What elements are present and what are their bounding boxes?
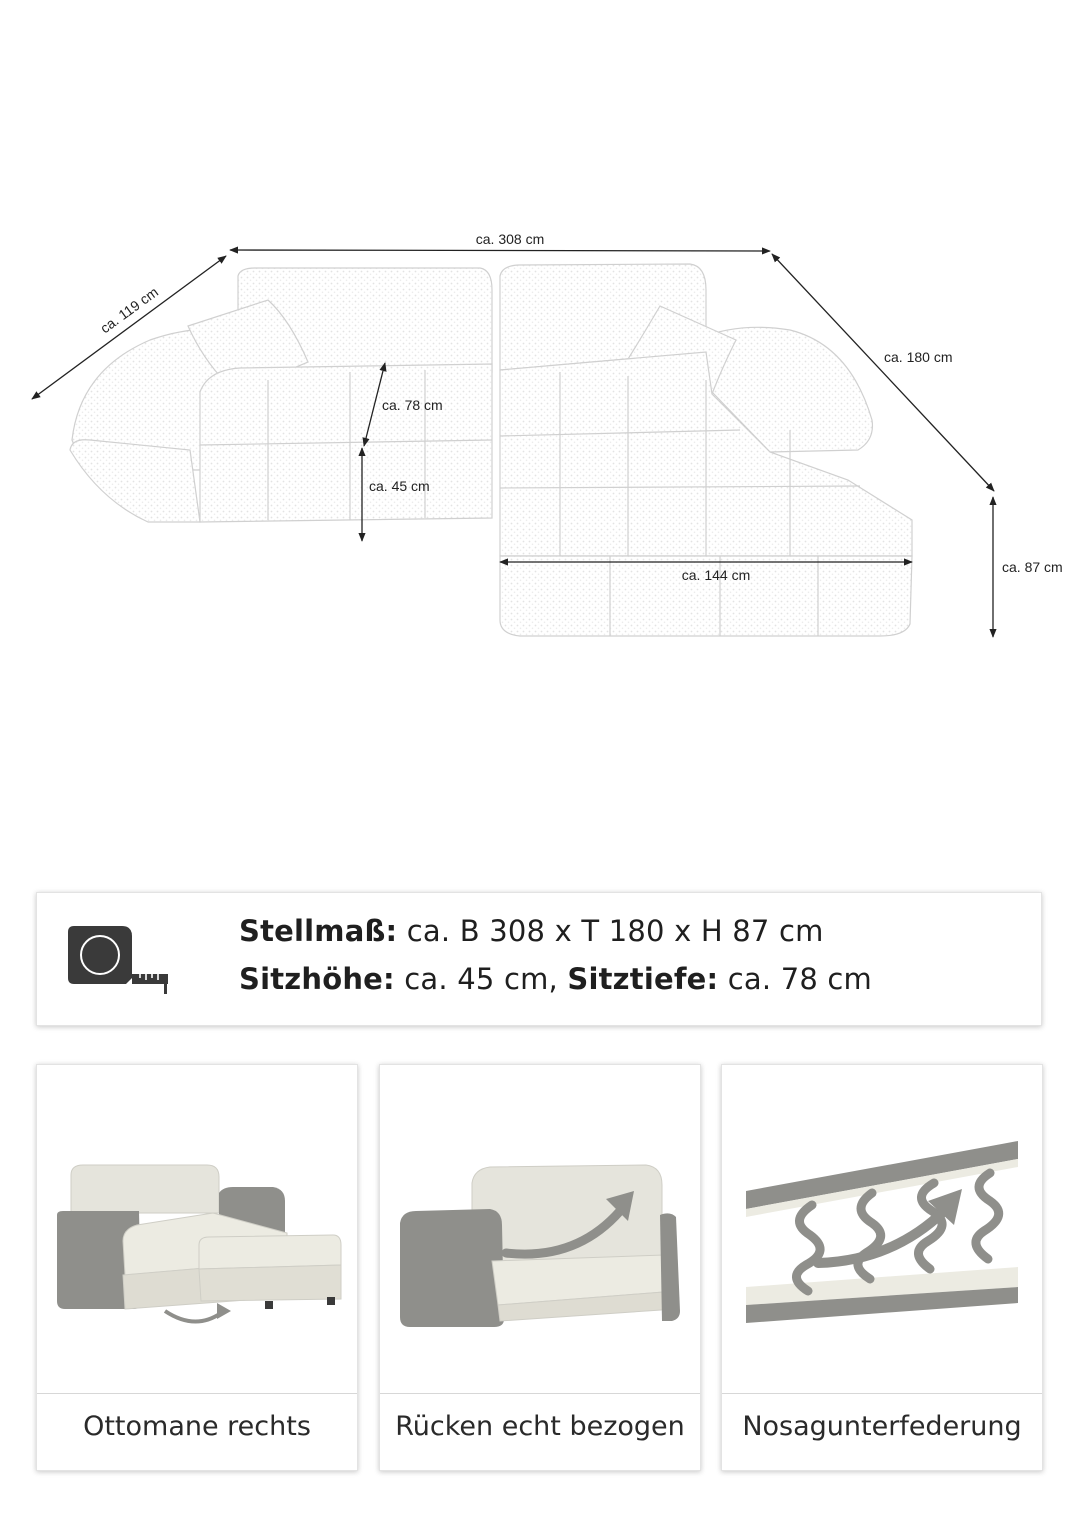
depth-left-label: ca. 119 cm — [97, 283, 162, 337]
feature-caption: Nosagunterfederung — [742, 1411, 1022, 1442]
spec-label-stellmass: Stellmaß: — [239, 914, 398, 948]
feature-divider — [380, 1393, 700, 1394]
spec-value-sitztiefe: ca. 78 cm — [718, 962, 873, 996]
feature-caption: Ottomane rechts — [83, 1411, 311, 1442]
feature-divider — [722, 1393, 1042, 1394]
spec-value-sitzhoehe: ca. 45 cm, — [394, 962, 568, 996]
sofa-drawing — [70, 264, 912, 636]
sofa-back-covered-icon — [380, 1065, 700, 1393]
spec-line-dimensions — [239, 914, 824, 948]
feature-divider — [37, 1393, 357, 1394]
sofa-ottoman-icon — [37, 1065, 357, 1393]
spec-label-sitztiefe: Sitztiefe: — [567, 962, 719, 996]
width-total-label: ca. 308 cm — [475, 231, 545, 247]
spring-suspension-icon — [722, 1065, 1042, 1393]
seat-height-label: ca. 45 cm — [369, 478, 430, 494]
feature-card-springs — [721, 1064, 1043, 1471]
ottoman-width-label: ca. 144 cm — [681, 567, 751, 583]
depth-right-label: ca. 180 cm — [884, 349, 953, 365]
feature-card-ottoman — [36, 1064, 358, 1471]
width-arrow — [230, 250, 770, 251]
spec-line-seat — [239, 962, 872, 996]
seat-depth-label: ca. 78 cm — [382, 397, 443, 413]
height-total-label: ca. 87 cm — [1002, 559, 1063, 575]
feature-caption: Rücken echt bezogen — [395, 1411, 685, 1442]
spec-value-stellmass: ca. B 308 x T 180 x H 87 cm — [397, 914, 824, 948]
spec-card — [36, 892, 1042, 1026]
measuring-tape-icon — [66, 920, 170, 1000]
feature-card-back-covered — [379, 1064, 701, 1471]
spec-label-sitzhoehe: Sitzhöhe: — [239, 962, 395, 996]
sofa-dimension-diagram — [0, 0, 1080, 700]
